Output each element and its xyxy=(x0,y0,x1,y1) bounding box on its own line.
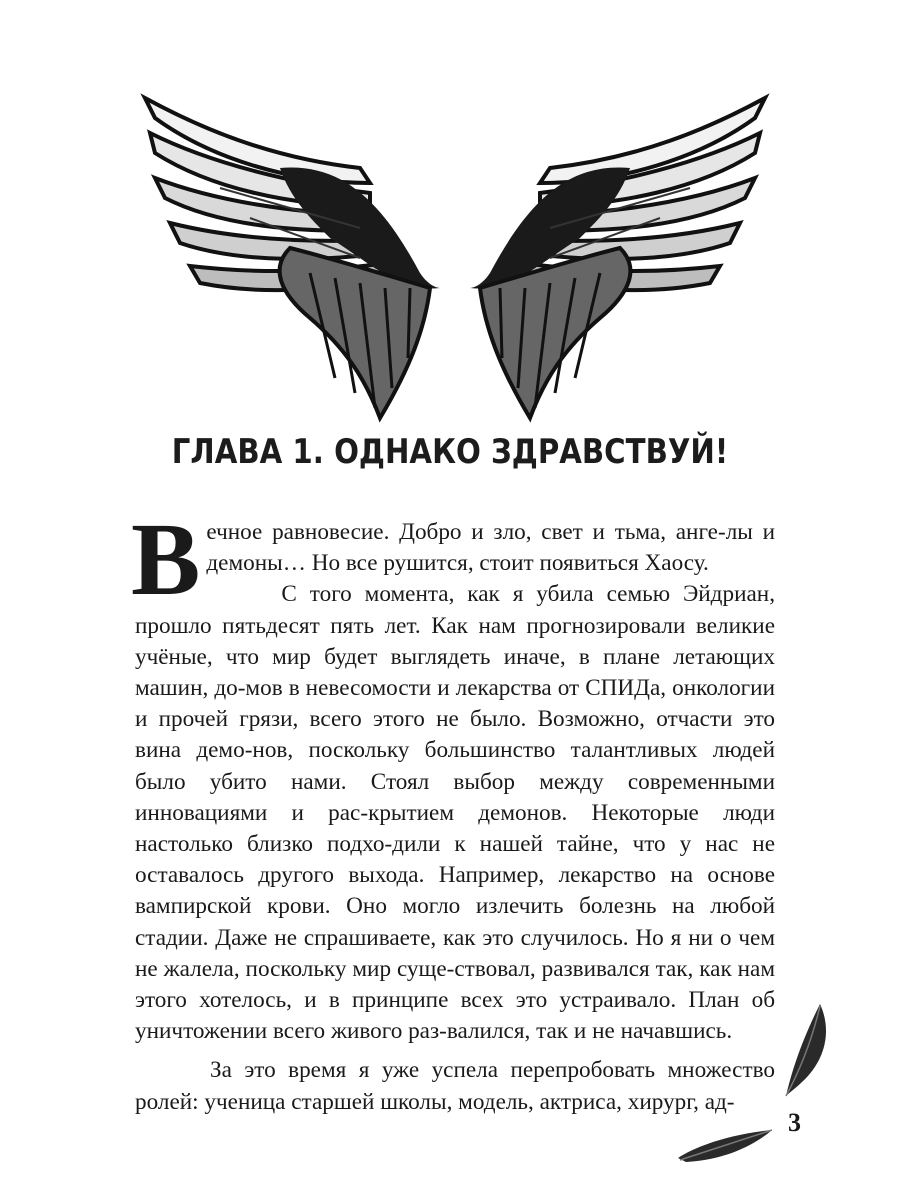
chapter-title: ГЛАВА 1. ОДНАКО ЗДРАВСТВУЙ! xyxy=(171,432,729,472)
drop-cap: В xyxy=(131,502,201,617)
feather-icon xyxy=(676,1124,776,1166)
angel-wings-icon xyxy=(130,88,780,428)
chapter-body xyxy=(131,502,775,1118)
paragraph-text: ечное равновесие. Добро и зло, свет и тьма, анге-лы и демоны… Но все рушится, стоит появиться Хаосу. xyxy=(206,519,775,577)
page-number: 3 xyxy=(788,1108,801,1137)
paragraph xyxy=(131,502,775,617)
feather-icon xyxy=(780,1000,832,1100)
paragraph: С того момента, как я убила семью Эйдриан, прошло пятьдесят пять лет. Как нам прогнозировали великие учёные, что мир будет выглядеть иначе, в плане летающих машин, до-мов в невесомости и лекарства от СПИДа, онкологии и прочей грязи, всего этого не было. Возможно, отчасти это вина демо-нов, поскольку большинство талантливых людей было убито нами. Стоял выбор между современными инновациями и рас-крытием демонов. Некоторые люди настолько близко подхо-дили к нашей тайне, что у нас не оставалось другого выхода. Например, лекарство на основе вампирской крови. Оно могло излечить болезнь на любой стадии. Даже не спрашиваете, как это случилось. Но я ни о чем не жалела, поскольку мир суще-ствовал, развивался так, как нам этого хотелось, и в принципе всех это устраивало. План об уничтожении всего живого раз-валился, так и не начавшись. xyxy=(135,581,775,1045)
paragraph: За это время я уже успела перепробовать множество ролей: ученица старшей школы, модель, актриса, хирург, ад- xyxy=(135,1057,775,1115)
